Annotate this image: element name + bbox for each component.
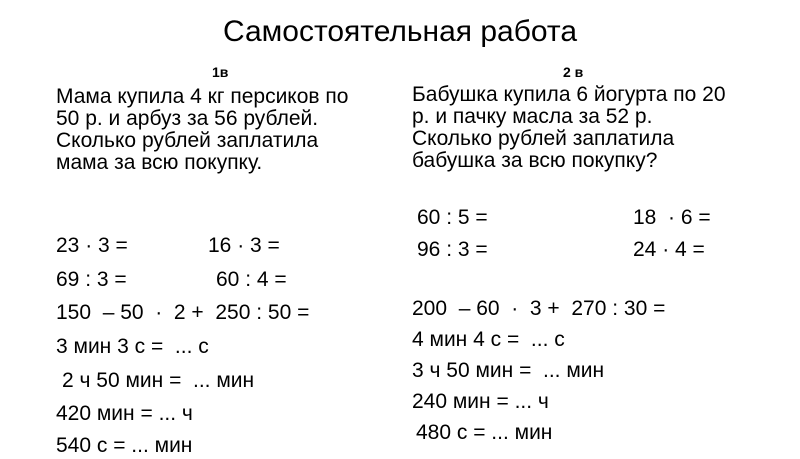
v2-exercise-3: 96 : 3 = (417, 238, 488, 261)
v2-exercise-9: 480 с = ... мин (416, 421, 553, 444)
v2-exercise-8: 240 мин = ... ч (412, 390, 549, 413)
v1-exercise-2: 16 · 3 = (208, 234, 280, 257)
v2-exercise-4: 24 · 4 = (633, 238, 705, 261)
variant-1-label: 1в (212, 64, 229, 80)
v1-exercise-3: 69 : 3 = (56, 268, 127, 291)
v1-exercise-7: 2 ч 50 мин = ... мин (62, 369, 255, 392)
v2-exercise-7: 3 ч 50 мин = ... мин (412, 359, 605, 382)
v1-exercise-5: 150 – 50 · 2 + 250 : 50 = (56, 301, 310, 324)
v1-exercise-4: 60 : 4 = (216, 268, 287, 291)
page-title: Самостоятельная работа (222, 15, 578, 48)
v1-exercise-1: 23 · 3 = (56, 234, 128, 257)
v1-exercise-9: 540 с = ... мин (56, 434, 193, 457)
v1-exercise-6: 3 мин 3 с = ... с (56, 335, 209, 358)
v2-exercise-6: 4 мин 4 с = ... с (412, 328, 565, 351)
v2-exercise-1: 60 : 5 = (417, 206, 488, 229)
variant-2-label: 2 в (563, 64, 584, 80)
variant-2-word-problem: Бабушка купила 6 йогурта по 20 р. и пачку масла за 52 р. Сколько рублей заплатила бабушка за всю покупку? (412, 83, 726, 172)
v2-exercise-2: 18 · 6 = (633, 206, 711, 229)
variant-1-word-problem: Мама купила 4 кг персиков по 50 р. и арбуз за 56 рублей. Сколько рублей заплатила мама за всю покупку. (56, 85, 349, 174)
v1-exercise-8: 420 мин = ... ч (56, 402, 193, 425)
v2-exercise-5: 200 – 60 · 3 + 270 : 30 = (412, 297, 666, 320)
